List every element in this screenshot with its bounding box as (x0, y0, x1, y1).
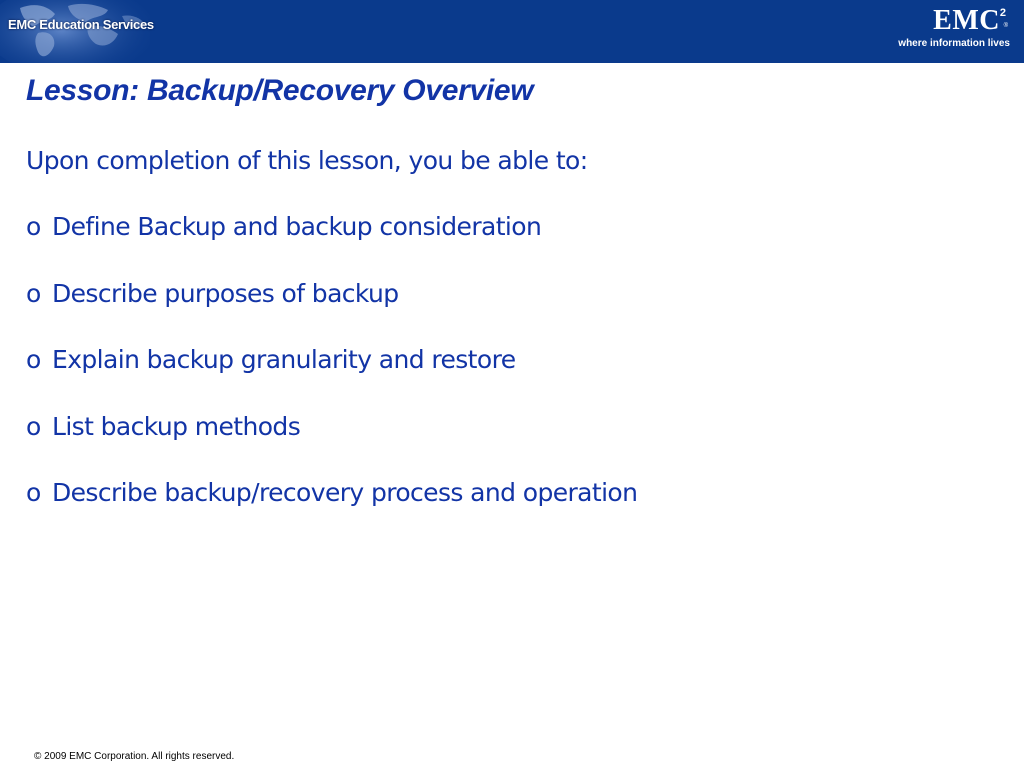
objective-text: Define Backup and backup consideration (52, 212, 542, 241)
bullet-marker: o (26, 212, 41, 241)
copyright-footer: © 2009 EMC Corporation. All rights reserved. (34, 751, 235, 762)
bullet-marker: o (26, 278, 41, 308)
objective-item (26, 342, 637, 409)
registered-mark: ® (1003, 23, 1008, 29)
header-banner (0, 0, 1024, 63)
emc-logo-word: EMC (933, 5, 1000, 36)
education-services-label: EMC Education Services (8, 17, 154, 32)
objective-text: List backup methods (52, 411, 301, 441)
objective-item (26, 209, 637, 276)
objective-item (26, 276, 637, 343)
intro-text: Upon completion of this lesson, you be able to: (26, 146, 588, 175)
emc-logo-superscript: 2 (999, 7, 1006, 19)
objective-text: Describe backup/recovery process and operation (52, 478, 638, 507)
objective-item (26, 409, 637, 476)
emc-tagline: where information lives (898, 38, 1010, 49)
bullet-marker: o (26, 411, 41, 441)
objective-item (26, 475, 637, 542)
emc-logo (890, 6, 1010, 56)
slide-title: Lesson: Backup/Recovery Overview (26, 74, 534, 107)
objective-text: Explain backup granularity and restore (52, 345, 516, 374)
objective-text: Describe purposes of backup (52, 278, 399, 308)
objectives-list (26, 209, 637, 542)
bullet-marker: o (26, 478, 41, 507)
bullet-marker: o (26, 345, 41, 374)
